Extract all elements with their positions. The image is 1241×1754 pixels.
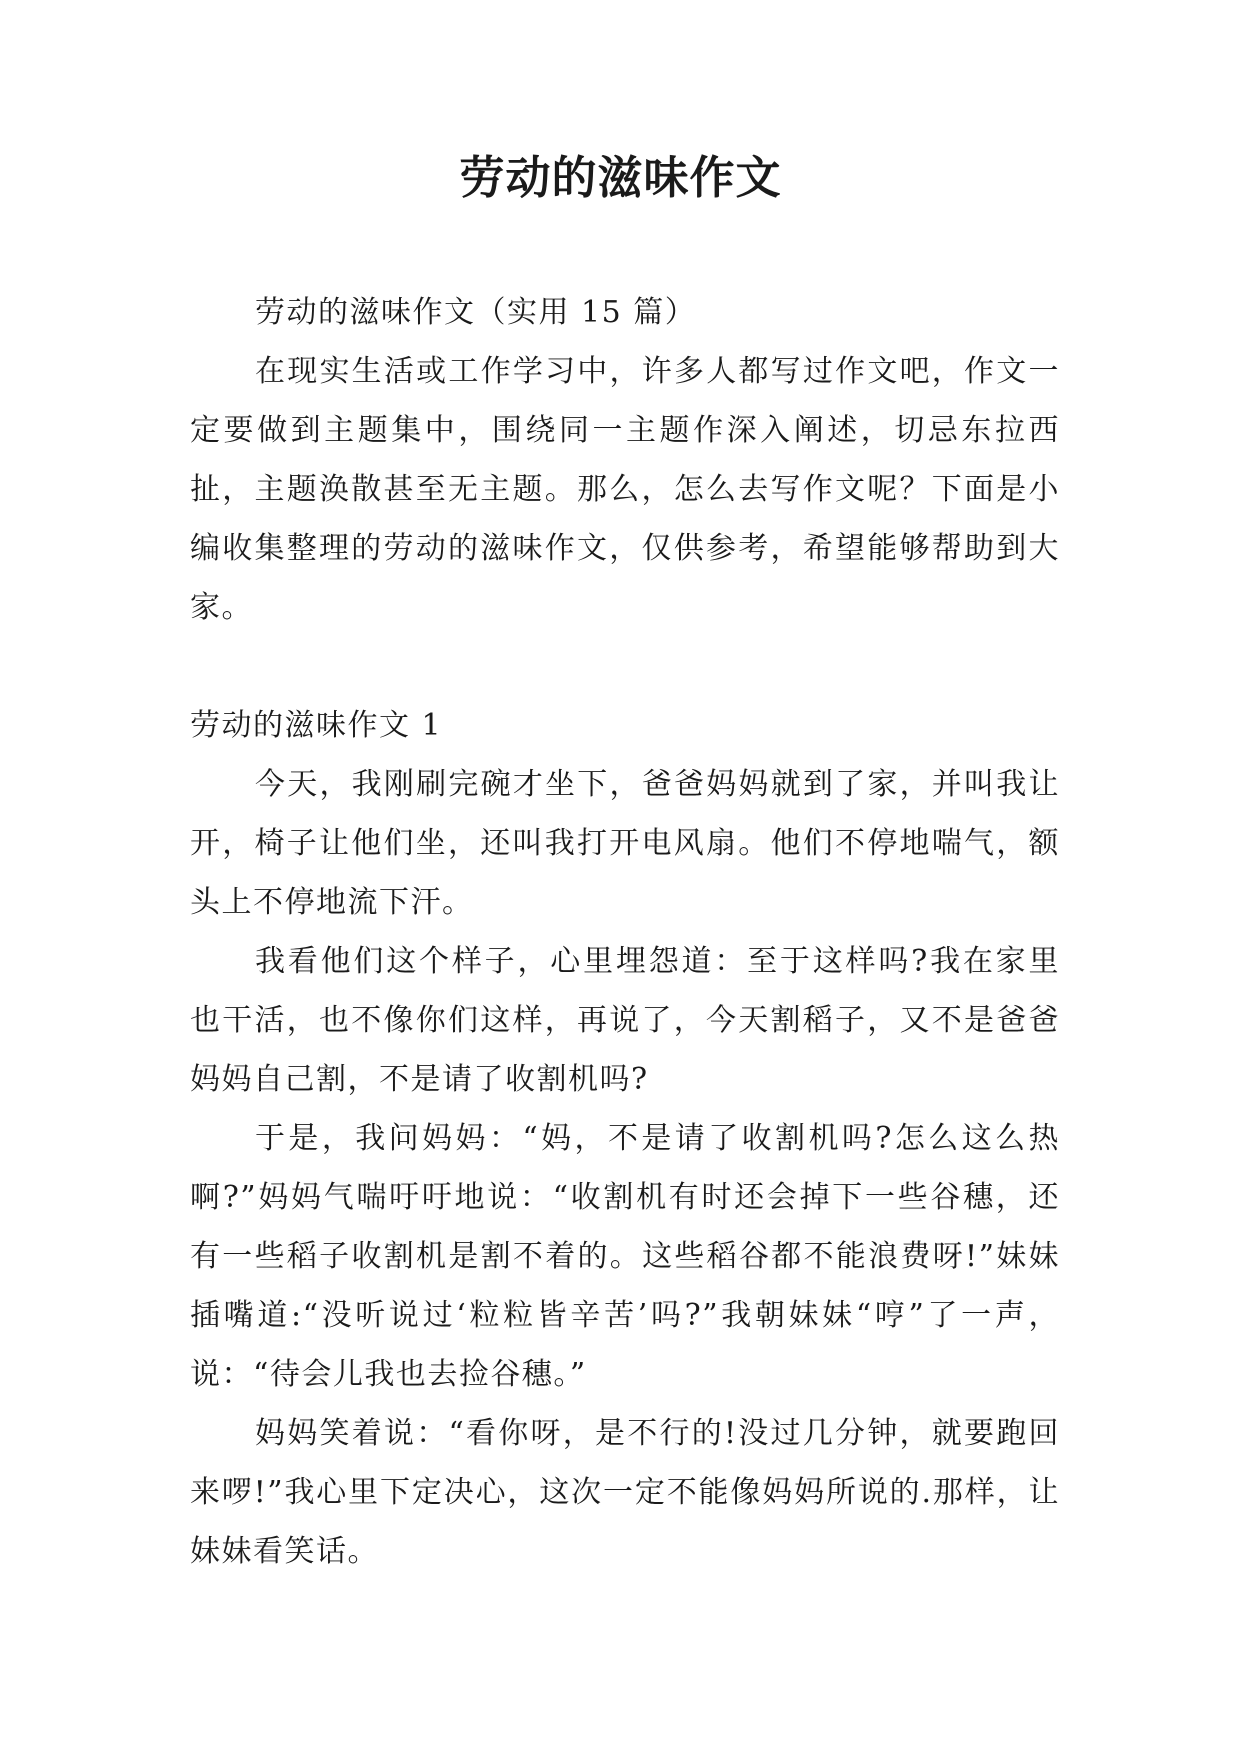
section-spacer	[190, 637, 1060, 696]
document-body	[190, 283, 1060, 1581]
document-title: 劳动的滋味作文	[459, 151, 782, 204]
body-paragraph: 于是，我问妈妈：“妈，不是请了收割机吗?怎么这么热啊?”妈妈气喘吁吁地说：“收割机有时还会掉下一些谷穗，还有一些稻子收割机是割不着的。这些稻谷都不能浪费呀!”妹妹插嘴道:“没听说过‘粒粒皆辛苦’吗?”我朝妹妹“哼”了一声，说：“待会儿我也去捡谷穗。”	[190, 1121, 1060, 1392]
body-paragraph: 妈妈笑着说：“看你呀，是不行的!没过几分钟，就要跑回来啰!”我心里下定决心，这次一定不能像妈妈所说的.那样，让妹妹看笑话。	[190, 1416, 1060, 1569]
body-paragraph: 今天，我刚刷完碗才坐下，爸爸妈妈就到了家，并叫我让开，椅子让他们坐，还叫我打开电风扇。他们不停地喘气，额头上不停地流下汗。	[190, 767, 1060, 920]
body-paragraph: 我看他们这个样子，心里埋怨道：至于这样吗?我在家里也干活，也不像你们这样，再说了，今天割稻子，又不是爸爸妈妈自己割，不是请了收割机吗?	[190, 944, 1060, 1097]
subtitle-paragraph: 劳动的滋味作文（实用 15 篇）	[255, 295, 697, 330]
intro-paragraph: 在现实生活或工作学习中，许多人都写过作文吧，作文一定要做到主题集中，围绕同一主题作深入阐述，切忌东拉西扯，主题涣散甚至无主题。那么，怎么去写作文呢？下面是小编收集整理的劳动的滋味作文，仅供参考，希望能够帮助到大家。	[190, 354, 1060, 625]
section-heading: 劳动的滋味作文 1	[190, 708, 443, 743]
